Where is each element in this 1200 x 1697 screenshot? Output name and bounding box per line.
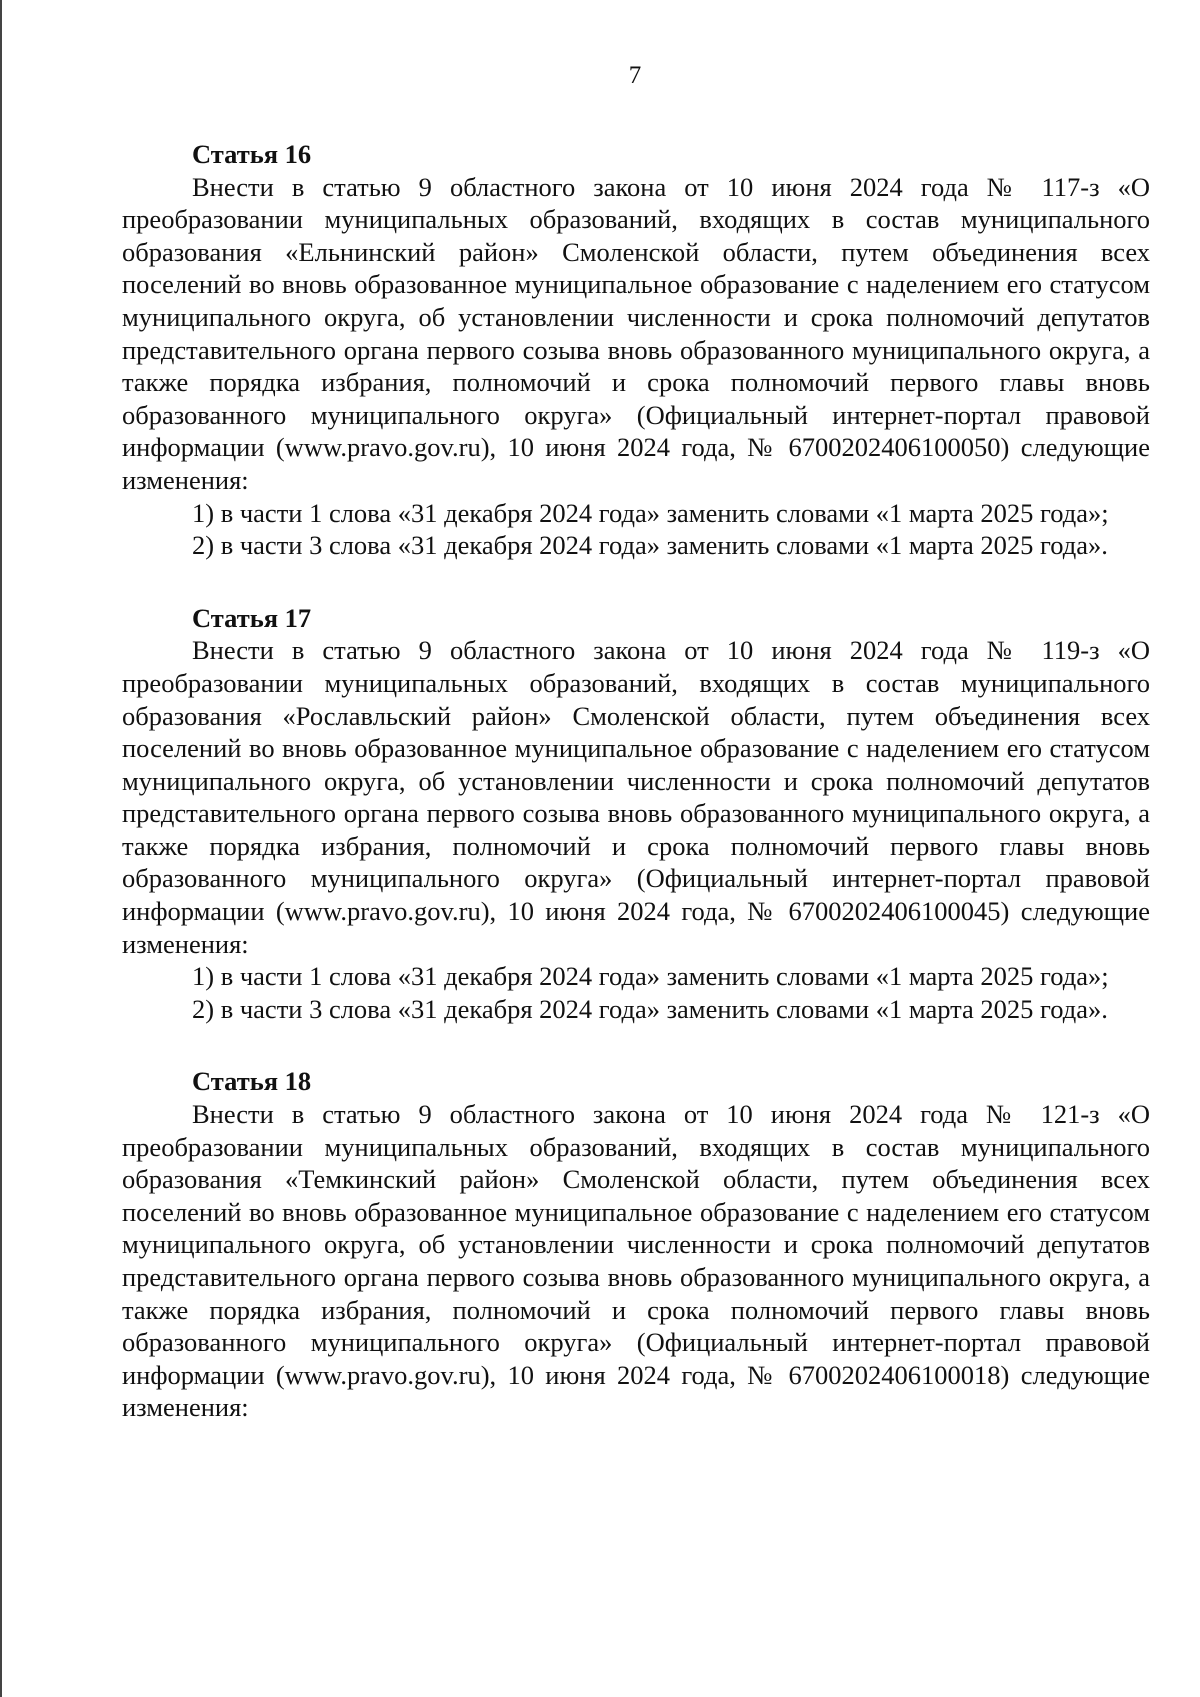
article-title: Статья 18 xyxy=(192,1066,312,1097)
article-item: 1) в части 1 слова «31 декабря 2024 года» заменить словами «1 марта 2025 года»; xyxy=(192,497,1109,528)
article-item: 2) в части 3 слова «31 декабря 2024 года» заменить словами «1 марта 2025 года». xyxy=(192,530,1108,561)
scan-edge-line xyxy=(0,0,2,1697)
article-title: Статья 17 xyxy=(192,602,312,633)
article-paragraph: Внести в статью 9 областного закона от 10 июня 2024 года № 117-з «О преобразовании муниципальных образований, входящих в состав муниципального образования «Ельнинский район» Смоленской области, путем объединения всех поселений во вновь образованное муниципальное образование с наделением его статусом муниципального округа, об установлении численности и срока полномочий депутатов представительного органа первого созыва вновь образованного муниципального округа, а также порядка избрания, полномочий и срока полномочий первого главы вновь образованного муниципального округа» (Официальный интернет-портал правовой информации (www.pravo.gov.ru), 10 июня 2024 года, № 6700202406100050) следующие изменения: xyxy=(122,171,1150,495)
article-item: 1) в части 1 слова «31 декабря 2024 года» заменить словами «1 марта 2025 года»; xyxy=(192,961,1109,992)
article-item: 2) в части 3 слова «31 декабря 2024 года» заменить словами «1 марта 2025 года». xyxy=(192,993,1108,1024)
article-17 xyxy=(122,602,1150,1026)
document-body xyxy=(122,138,1150,1464)
article-paragraph: Внести в статью 9 областного закона от 10 июня 2024 года № 119-з «О преобразовании муниципальных образований, входящих в состав муниципального образования «Рославльский район» Смоленской области, путем объединения всех поселений во вновь образованное муниципальное образование с наделением его статусом муниципального округа, об установлении численности и срока полномочий депутатов представительного органа первого созыва вновь образованного муниципального округа, а также порядка избрания, полномочий и срока полномочий первого главы вновь образованного муниципального округа» (Официальный интернет-портал правовой информации (www.pravo.gov.ru), 10 июня 2024 года, № 6700202406100045) следующие изменения: xyxy=(122,635,1150,959)
article-16 xyxy=(122,138,1150,562)
page-number: 7 xyxy=(628,62,642,89)
article-18 xyxy=(122,1065,1150,1424)
article-paragraph: Внести в статью 9 областного закона от 10 июня 2024 года № 121-з «О преобразовании муниципальных образований, входящих в состав муниципального образования «Темкинский район» Смоленской области, путем объединения всех поселений во вновь образованное муниципальное образование с наделением его статусом муниципального округа, об установлении численности и срока полномочий депутатов представительного органа первого созыва вновь образованного муниципального округа, а также порядка избрания, полномочий и срока полномочий первого главы вновь образованного муниципального округа» (Официальный интернет-портал правовой информации (www.pravo.gov.ru), 10 июня 2024 года, № 6700202406100018) следующие изменения: xyxy=(122,1099,1150,1423)
article-title: Статья 16 xyxy=(192,139,312,169)
